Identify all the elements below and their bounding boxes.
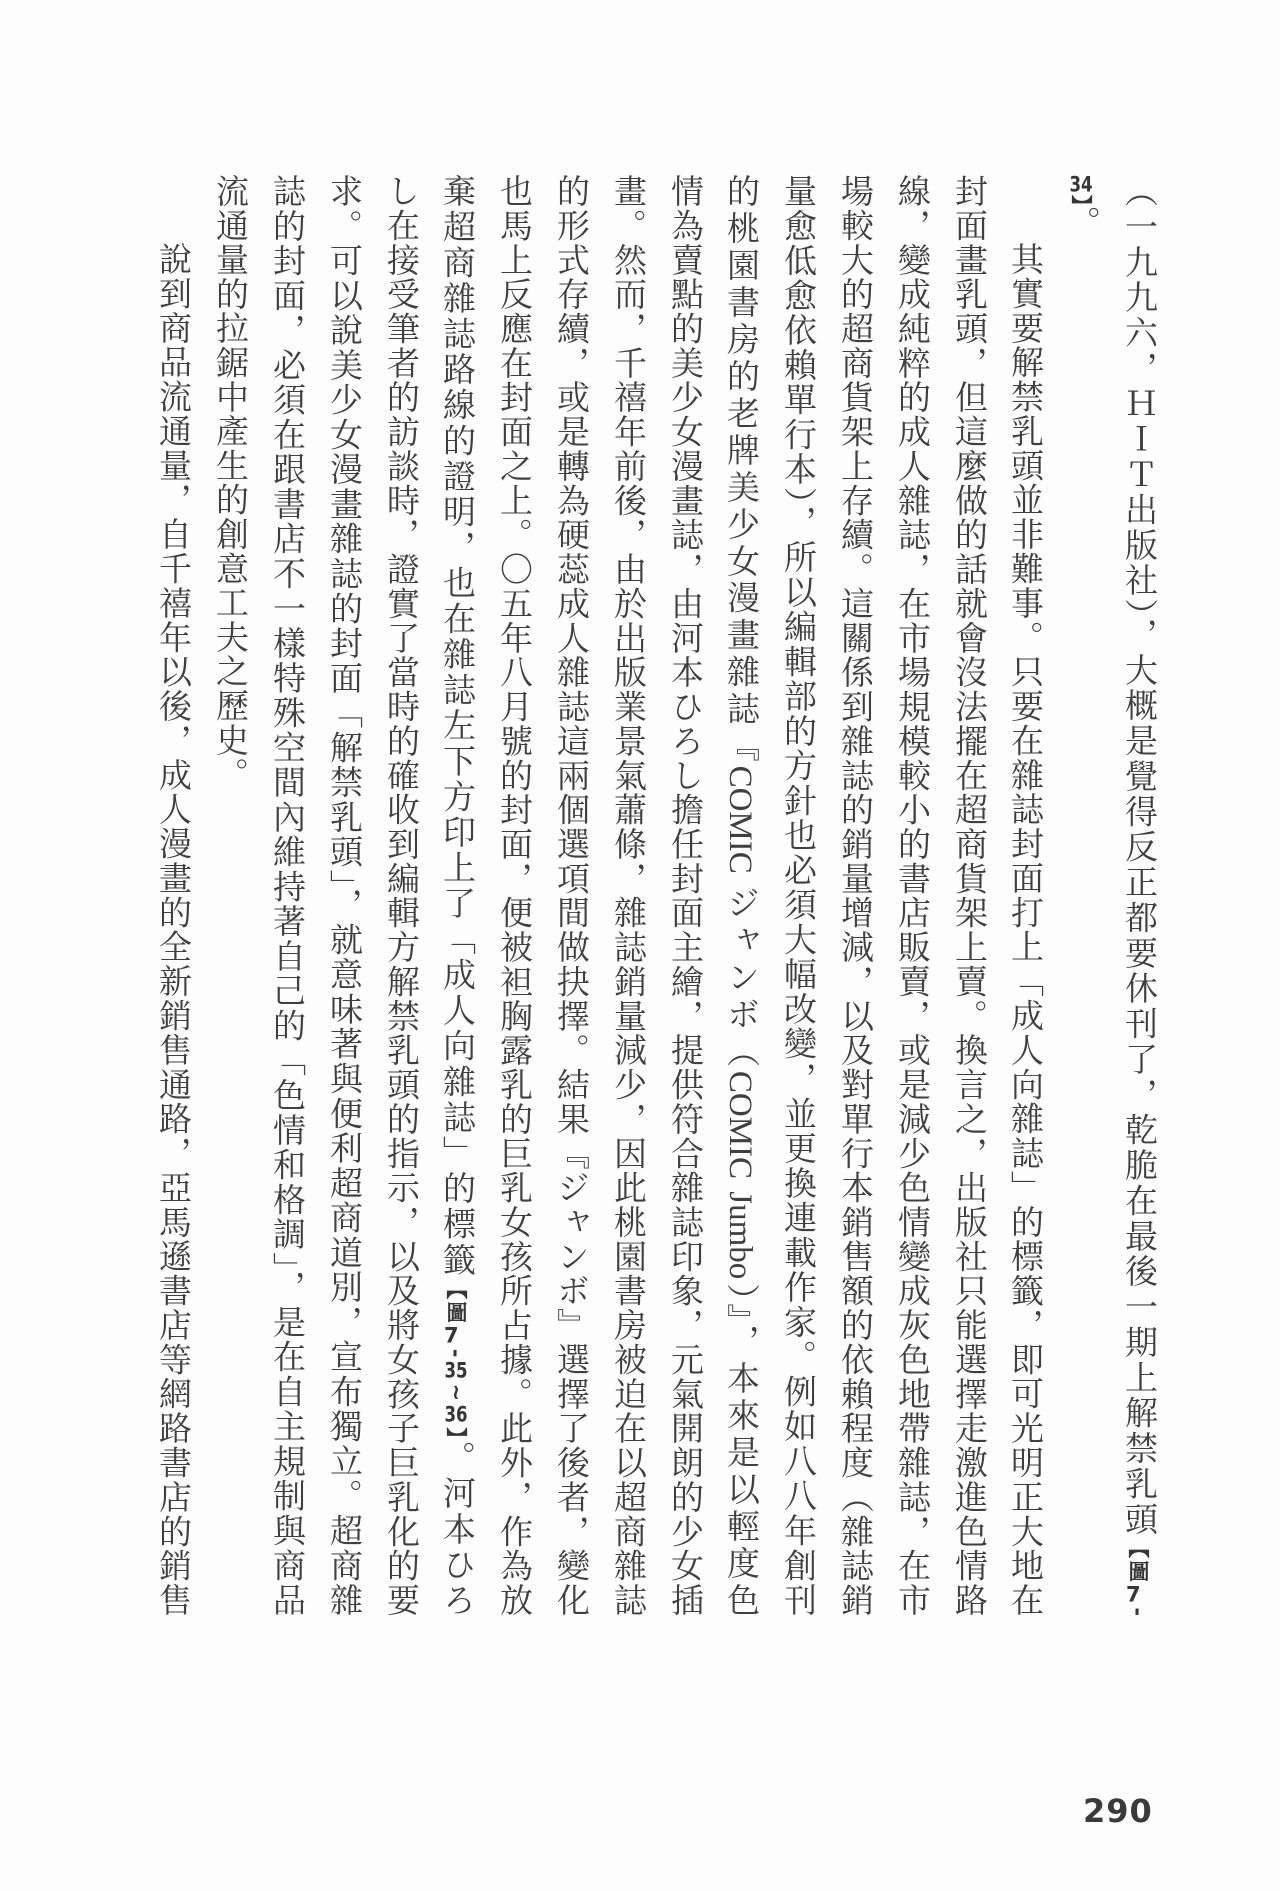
text-column [1120,174,1156,1616]
column-text: 流通量的拉鋸中產生的創意工夫之歷史。 [211,174,247,792]
figure-reference [1069,174,1093,206]
ref-tilde: ~ [444,1383,468,1402]
text-column [382,174,418,1616]
ref-dash: - [444,1348,468,1358]
column-text: 畫。然而，千禧年前後，由於出版業景氣蕭條，雜誌銷量減少，因此桃園書房被迫在以超商雜誌 [609,174,645,1616]
text-column [552,174,588,1616]
ref-label: 圖 [444,1301,468,1326]
column-text: し在接受筆者的訪談時，證實了當時的確收到編輯方解禁乳頭的指示，以及將女孩子巨乳化的要 [382,174,418,1616]
ref-dash: - [1126,1607,1150,1617]
column-text: 的形式存續，或是轉為硬蕊成人雜誌這兩個選項間做抉擇。結果『ジャンボ』選擇了後者，變化 [552,174,588,1616]
text-column-paragraph-start [1006,174,1042,1616]
figure-reference [1126,1537,1150,1616]
column-text: 場較大的超商貨架上存續。這關係到雜誌的銷量增減，以及對單行本銷售額的依賴程度（雜誌銷 [836,174,872,1616]
text-column [438,174,474,1616]
ref-bracket-close: 】 [1069,195,1093,206]
text-column [722,174,758,1616]
page-number: 290 [1083,1792,1153,1830]
ref-number-to: 36 [444,1403,468,1425]
text-column [325,174,361,1616]
figure-reference [444,1278,468,1441]
column-text: 封面畫乳頭，但這麼做的話就會沒法擺在超商貨架上賣。換言之，出版社只能選擇走激進色情路 [950,174,986,1616]
column-text: 其實要解禁乳頭並非難事。只要在雜誌封面打上「成人向雜誌」的標籤，即可光明正大地在 [1006,242,1042,1616]
ref-bracket-open: 【 [1126,1537,1150,1561]
text-column [779,174,815,1616]
text-column [268,174,304,1616]
text-column [893,174,929,1616]
text-column [836,174,872,1616]
ref-chapter: 7 [444,1325,459,1347]
text-column [666,174,702,1616]
ref-bracket-close: 】 [444,1427,468,1441]
text-column [609,174,645,1616]
text-column-paragraph-start [154,174,190,1616]
column-text: 的桃園書房的老牌美少女漫畫雜誌『COMIC ジャンボ（COMIC Jumbo）』，本來是以輕度色 [722,174,758,1616]
column-text: 情為賣點的美少女漫畫誌，由河本ひろし擔任封面主繪，提供符合雜誌印象，元氣開朗的少女插 [666,174,702,1616]
ref-number: 34 [1069,174,1093,195]
text-column [495,174,531,1616]
column-text: 。 [1063,205,1099,240]
column-text: 說到商品流通量，自千禧年以後，成人漫畫的全新銷售通路，亞馬遜書店等網路書店的銷售 [154,242,190,1616]
column-text: （一九九六，ＨＩＴ出版社），大概是覺得反正都要休刊了，乾脆在最後一期上解禁乳頭 [1120,174,1156,1538]
text-column [950,174,986,1616]
column-text: 。河本ひろ [438,1440,474,1616]
ref-number-from: 35 [444,1360,468,1381]
text-column-paragraph-end [211,174,247,1616]
ref-chapter: 7 [1126,1583,1141,1605]
column-text: 誌的封面，必須在跟書店不一樣特殊空間內維持著自己的「色情和格調」，是在自主規制與商品 [268,174,304,1616]
column-text: 求。可以說美少女漫畫雜誌的封面「解禁乳頭」，就意味著與便利超商道別，宣布獨立。超商雜 [325,174,361,1616]
text-column [1063,174,1099,1616]
column-text: 棄超商雜誌路線的證明，也在雜誌左下方印上了「成人向雜誌」的標籤 [438,174,474,1278]
ref-bracket-open: 【 [444,1277,468,1302]
column-text: 也馬上反應在封面之上。〇五年八月號的封面，便被袒胸露乳的巨乳女孩所占據。此外，作為放 [495,174,531,1616]
column-text: 線，變成純粹的成人雜誌，在市場規模較小的書店販賣，或是減少色情變成灰色地帶雜誌，在市 [893,174,929,1616]
ref-label: 圖 [1126,1560,1150,1584]
column-text: 量愈低愈依賴單行本），所以編輯部的方針也必須大幅改變，並更換連載作家。例如八八年創刊 [779,174,815,1616]
